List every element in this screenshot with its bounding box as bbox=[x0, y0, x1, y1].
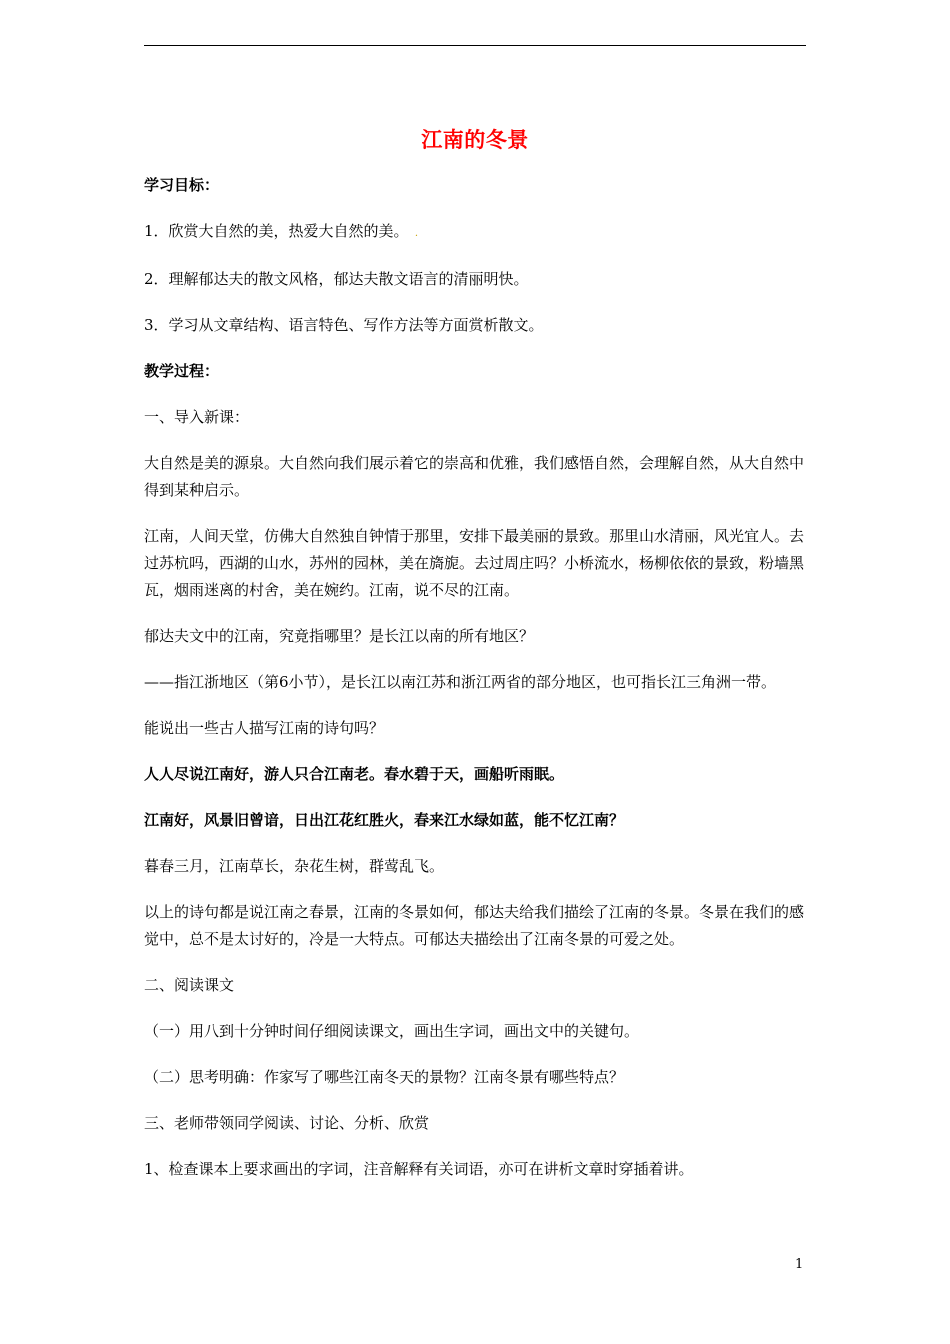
objective-item bbox=[144, 218, 809, 247]
section-heading-analysis: 三、老师带领同学阅读、讨论、分析、欣赏 bbox=[144, 1114, 430, 1132]
poem-line-1: 人人尽说江南好，游人只合江南老。春水碧于天，画船听雨眠。 bbox=[144, 765, 565, 783]
process-heading: 教学过程： bbox=[144, 362, 220, 380]
poem-line-2: 江南好，风景旧曾谙，日出江花红胜火，春来江水绿如蓝，能不忆江南？ bbox=[144, 811, 625, 829]
document-body bbox=[144, 172, 809, 1202]
objectives-heading: 学习目标： bbox=[144, 176, 220, 194]
objective-item: 2．理解郁达夫的散文风格，郁达夫散文语言的清丽明快。 bbox=[144, 270, 529, 288]
page-number: 1 bbox=[795, 1257, 804, 1272]
objective-item: 3．学习从文章结构、语言特色、写作方法等方面赏析散文。 bbox=[144, 316, 544, 334]
answer-1: ——指江浙地区（第6小节），是长江以南江苏和浙江两省的部分地区，也可指长江三角洲一带。 bbox=[144, 673, 777, 691]
section-heading-reading: 二、阅读课文 bbox=[144, 976, 235, 994]
reading-item-2: （二）思考明确：作家写了哪些江南冬天的景物？江南冬景有哪些特点？ bbox=[144, 1068, 625, 1086]
question-2: 能说出一些古人描写江南的诗句吗？ bbox=[144, 719, 385, 737]
summary-paragraph: 以上的诗句都是说江南之春景，江南的冬景如何，郁达夫给我们描绘了江南的冬景。冬景在我们的感觉中，总不是太讨好的，冷是一大特点。可郁达夫描绘出了江南冬景的可爱之处。 bbox=[144, 903, 805, 948]
reading-item-1: （一）用八到十分钟时间仔细阅读课文，画出生字词，画出文中的关键句。 bbox=[144, 1022, 640, 1040]
objective-text: 1．欣赏大自然的美，热爱大自然的美。 bbox=[144, 222, 409, 240]
header-rule bbox=[144, 45, 806, 46]
intro-paragraph-1: 大自然是美的源泉。大自然向我们展示着它的崇高和优雅，我们感悟自然，会理解自然，从大自然中得到某种启示。 bbox=[144, 454, 805, 499]
poem-line-3: 暮春三月，江南草长，杂花生树，群莺乱飞。 bbox=[144, 857, 445, 875]
question-1: 郁达夫文中的江南，究竟指哪里？是长江以南的所有地区？ bbox=[144, 627, 535, 645]
intro-paragraph-2: 江南，人间天堂，仿佛大自然独自钟情于那里，安排下最美丽的景致。那里山水清丽，风光宜人。去过苏杭吗，西湖的山水，苏州的园林，美在旖旎。去过周庄吗？小桥流水，杨柳依依的景致，粉墙黑瓦，烟雨迷离的村舍，美在婉约。江南，说不尽的江南。 bbox=[144, 527, 805, 599]
margin-mark: . bbox=[408, 228, 419, 239]
section-heading-intro: 一、导入新课： bbox=[144, 408, 250, 426]
analysis-item-1: 1、检查课本上要求画出的字词，注音解释有关词语，亦可在讲析文章时穿插着讲。 bbox=[144, 1160, 694, 1178]
document-title: 江南的冬景 bbox=[421, 127, 529, 152]
